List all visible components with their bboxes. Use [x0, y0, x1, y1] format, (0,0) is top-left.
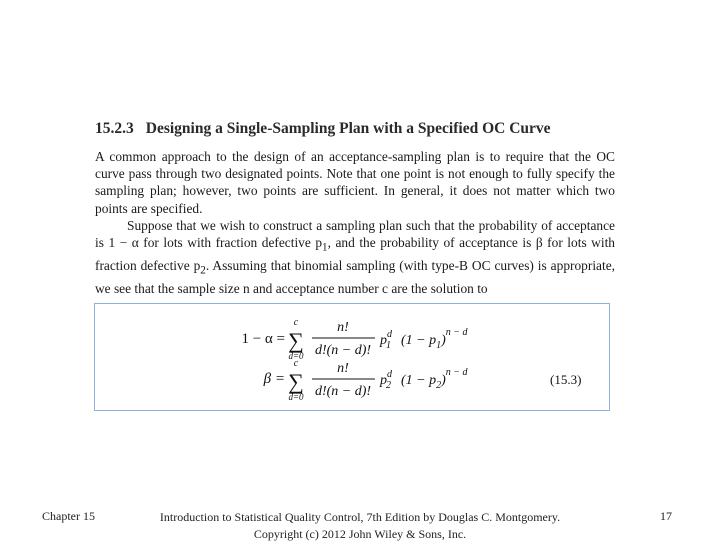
eq1-sum-lower: d=0 — [288, 351, 304, 361]
eq1-numerator: n! — [337, 320, 349, 335]
paragraph-method-sub2: 2 — [200, 264, 206, 277]
footer-chapter: Chapter 15 — [42, 509, 95, 523]
section-heading — [95, 120, 551, 138]
eq1-p: $p^d$ 1 — [380, 329, 392, 351]
equation-box — [94, 303, 610, 411]
paragraph-method — [95, 217, 615, 297]
paragraph-method-part1: Suppose that we wish to construct a sampling plan such that the probability of acceptance is 1 − α for lots with fraction defective p — [95, 217, 615, 251]
footer-citation-line2: Copyright (c) 2012 John Wiley & Sons, Inc. — [253, 527, 467, 541]
eq2-paren-term: $(1 - p_2)^{n - d}$ — [401, 367, 468, 391]
footer-page-number: 17 — [660, 509, 672, 523]
footer-citation — [150, 509, 570, 543]
eq1-sum-symbol: ∑ — [288, 328, 304, 353]
footer-citation-line1: Introduction to Statistical Quality Control, 7th Edition by Douglas C. Montgomery. — [159, 510, 561, 524]
section-title: Designing a Single-Sampling Plan with a Specified OC Curve — [145, 120, 551, 137]
eq2-sum-symbol: ∑ — [288, 369, 304, 394]
eq1-sum-upper: c — [293, 317, 299, 328]
eq2-sum-lower: d=0 — [288, 392, 304, 402]
eq2-lhs: β = — [263, 371, 285, 387]
equation-graphic — [95, 304, 611, 412]
eq2-numerator: n! — [337, 361, 349, 376]
paragraph-intro: A common approach to the design of an acceptance-sampling plan is to require that the OC curve pass through two designated points. Note that one point is not enough to fully specify the sampling plan; however, two points are sufficient. In general, it does not matter which two points are specified. — [95, 149, 615, 216]
eq1-lhs: 1 − α = — [241, 331, 285, 347]
eq2-denominator: d!(n − d)! — [314, 384, 372, 399]
eq1-denominator: d!(n − d)! — [314, 343, 372, 358]
paragraph-method-sub1: 1 — [322, 241, 328, 254]
eq2-sum-upper: c — [293, 358, 299, 369]
body-text — [95, 148, 615, 297]
equation-number: (15.3) — [550, 372, 582, 387]
paragraph-method-part3: . Assuming that binomial sampling (with type-B OC curves) is appropriate, we see that the sample size n and acceptance number c are the solution to — [95, 257, 616, 296]
eq1-paren-term: $(1 - p_1)^{n - d}$ — [401, 327, 468, 351]
paragraph-method-part2: , and the probability of acceptance is β for lots with fraction defective p — [95, 235, 615, 273]
section-number: 15.2.3 — [95, 120, 134, 137]
eq2-p: $p^d$ 2 — [380, 369, 392, 391]
